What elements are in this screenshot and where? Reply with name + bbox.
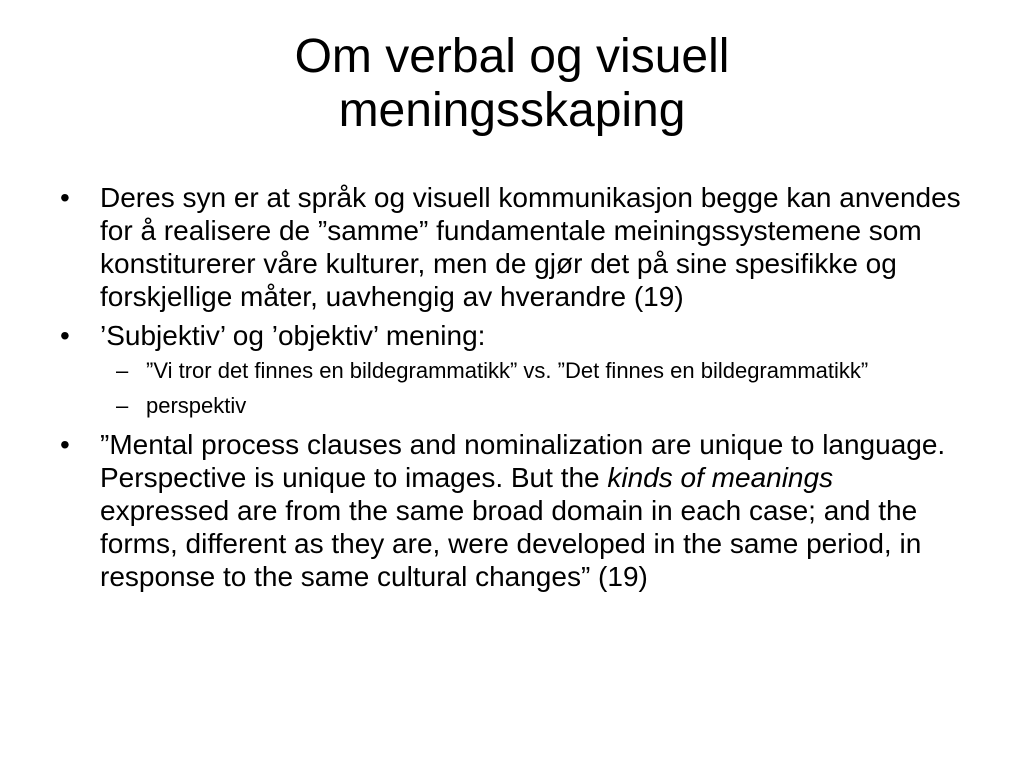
sub-bullet-marker: – [116, 358, 129, 383]
bullet-text: Deres syn er at språk og visuell kommunikasjon begge kan anvendes for å realisere de ”samme” fundamentale meiningssystemene som konstiturerer våre kulturer, men de gjør det på sine spesifikke og forskjellige måter, uavhengig av hverandre (19) [100, 182, 961, 312]
bullet-marker: • [60, 429, 70, 460]
bullet-marker: • [60, 320, 70, 351]
bullet-marker: • [60, 182, 70, 213]
sub-bullet-list [100, 358, 970, 418]
bullet-item-2 [60, 319, 970, 418]
bullet-text-part-1: ”Mental process clauses and nominalization are unique to language. Perspective is unique to images. But the [100, 429, 946, 493]
slide-title [60, 30, 964, 138]
slide-title-line-2: meningsskaping [338, 84, 686, 137]
slide-title-line-1: Om verbal og visuell [294, 30, 730, 83]
bullet-text: ’Subjektiv’ og ’objektiv’ mening: [100, 320, 486, 351]
bullet-list [60, 181, 970, 599]
bullet-item-1 [60, 181, 970, 313]
sub-bullet-text: perspektiv [146, 393, 247, 418]
sub-bullet-marker: – [116, 393, 129, 418]
bullet-item-3 [60, 428, 970, 593]
sub-bullet-text: ”Vi tror det finnes en bildegrammatikk” vs. ”Det finnes en bildegrammatikk” [146, 358, 869, 383]
bullet-text [100, 429, 945, 592]
bullet-text-part-2: expressed are from the same broad domain in each case; and the forms, different as they are, were developed in the same period, in response to the same cultural changes” (19) [100, 495, 922, 592]
bullet-text-emphasis: kinds of meanings [607, 462, 834, 493]
sub-bullet-item-1 [100, 358, 970, 383]
sub-bullet-item-2 [100, 393, 970, 418]
